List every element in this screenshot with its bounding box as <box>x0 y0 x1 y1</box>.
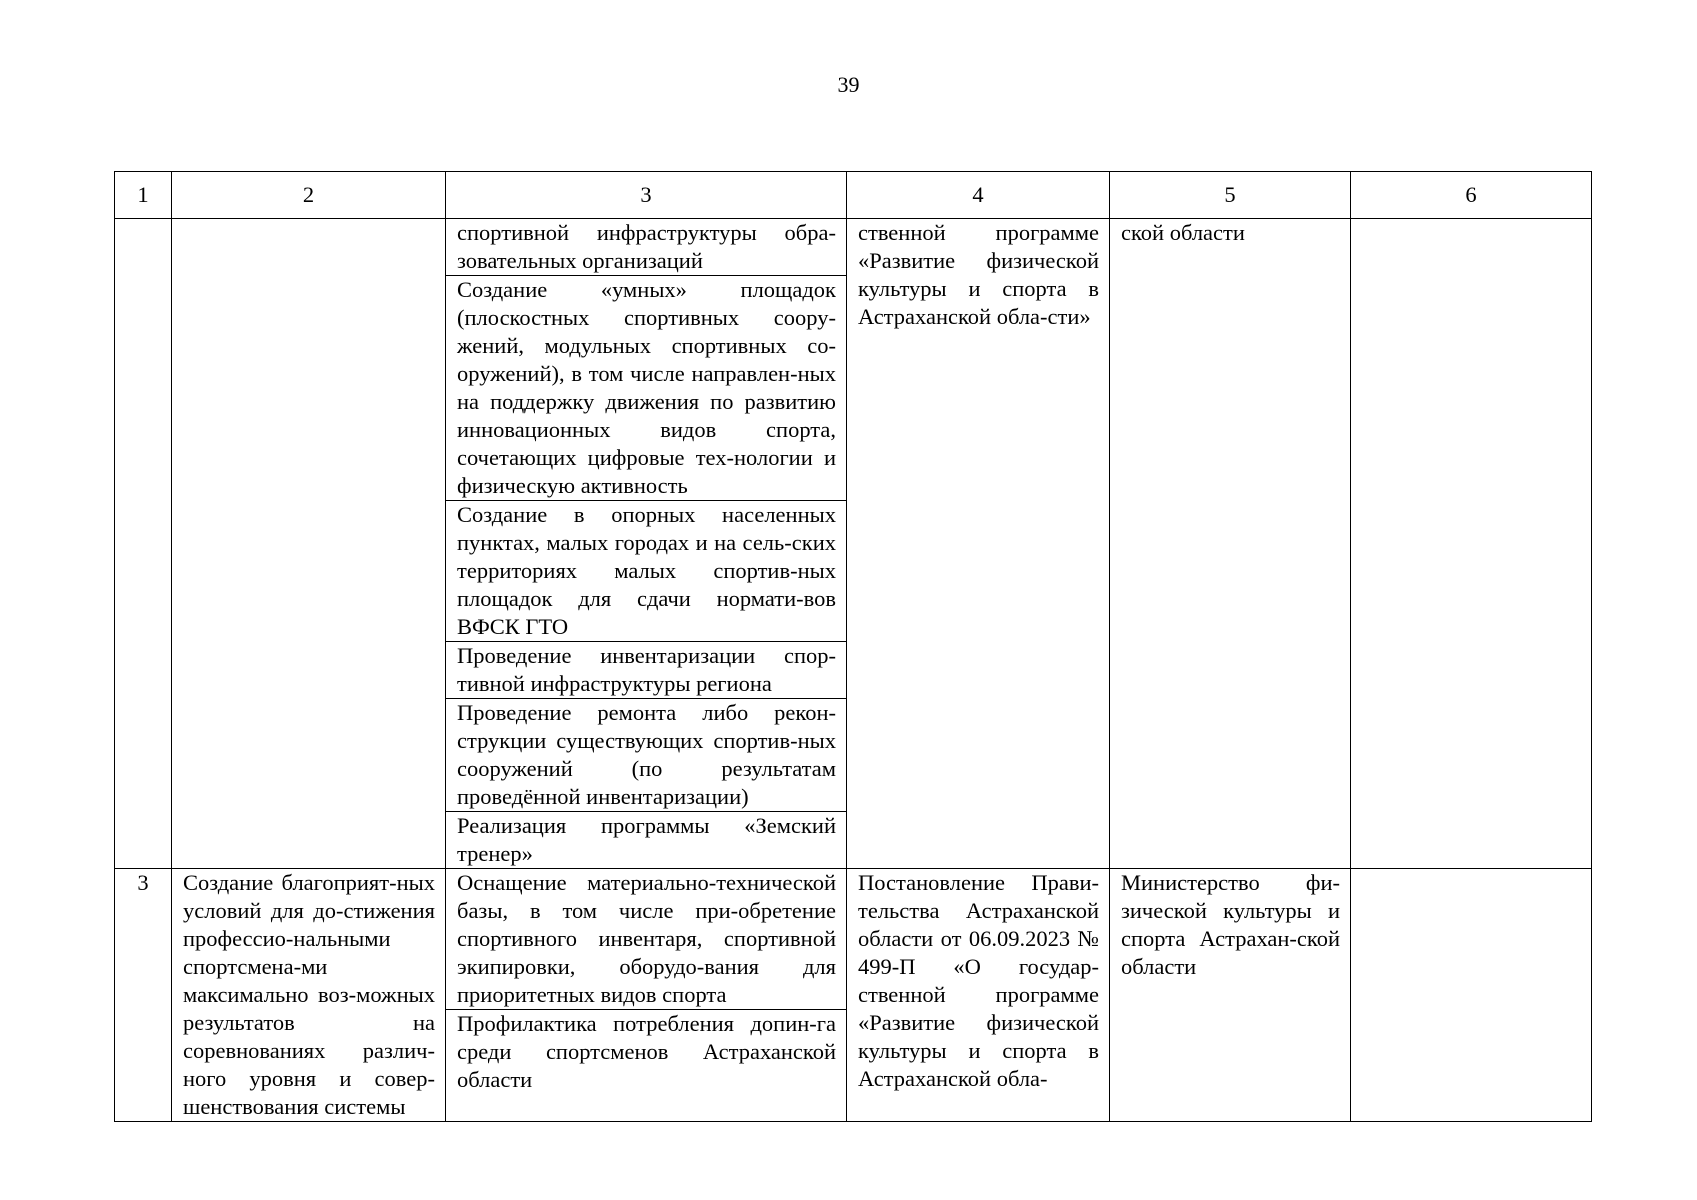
measure-item: спортивной инфраструктуры обра-зовательных организаций <box>457 220 836 273</box>
measure-item: Профилактика потребления допин-га среди спортсменов Астраханской области <box>446 1009 846 1094</box>
document-basis-text: ственной программе «Развитие физической культуры и спорта в Астраханской обла-сти» <box>858 220 1099 329</box>
responsible-cell <box>1110 219 1351 869</box>
responsible-text: Министерство фи-зической культуры и спорта Астрахан-ской области <box>1121 870 1340 979</box>
header-col-6: 6 <box>1351 172 1592 219</box>
row-number: 3 <box>137 870 149 895</box>
notes-cell <box>1351 219 1592 869</box>
header-col-5: 5 <box>1110 172 1351 219</box>
header-col-1: 1 <box>115 172 172 219</box>
document-basis-cell <box>847 219 1110 869</box>
header-col-3: 3 <box>446 172 847 219</box>
task-text: Создание благоприят-ных условий для до-стижения профессио-нальными спортсмена-ми максимально воз-можных результатов на соревнованиях различ-ного уровня и совер-шенствования системы <box>183 870 435 1119</box>
responsible-cell <box>1110 869 1351 1122</box>
measure-item: Оснащение материально-технической базы, в том числе при-обретение спортивного инвентаря, спортивной экипировки, оборудо-вания для приоритетных видов спорта <box>457 870 836 1007</box>
table-header-row <box>115 172 1592 219</box>
table-row <box>115 219 1592 869</box>
measures-cell <box>446 869 847 1122</box>
measure-item: Проведение ремонта либо рекон-струкции существующих спортив-ных сооружений (по результатам проведённой инвентаризации) <box>446 698 846 811</box>
notes-cell <box>1351 869 1592 1122</box>
measure-item: Реализация программы «Земский тренер» <box>446 811 846 868</box>
page-number: 39 <box>837 72 860 97</box>
measure-item: Создание «умных» площадок (плоскостных спортивных соору-жений, модульных спортивных со-оружений), в том числе направлен-ных на поддержку движения по развитию инновационных видов спорта, сочетающих цифровые тех-нологии и физическую активность <box>446 275 846 500</box>
header-col-2: 2 <box>172 172 446 219</box>
header-col-4: 4 <box>847 172 1110 219</box>
measure-item: Проведение инвентаризации спор-тивной инфраструктуры региона <box>446 641 846 698</box>
table-row <box>115 869 1592 1122</box>
document-table <box>114 171 1592 1122</box>
responsible-text: ской области <box>1121 220 1245 245</box>
document-basis-text: Постановление Прави-тельства Астраханской области от 06.09.2023 № 499-П «О государ-ственной программе «Развитие физической культуры и спорта в Астраханской обла- <box>858 870 1099 1091</box>
task-cell <box>172 869 446 1122</box>
document-basis-cell <box>847 869 1110 1122</box>
measure-item: Создание в опорных населенных пунктах, малых городах и на сель-ских территориях малых спортив-ных площадок для сдачи нормати-вов ВФСК ГТО <box>446 500 846 641</box>
measures-cell <box>446 219 847 869</box>
row-number-cell <box>115 869 172 1122</box>
task-cell <box>172 219 446 869</box>
row-number-cell <box>115 219 172 869</box>
